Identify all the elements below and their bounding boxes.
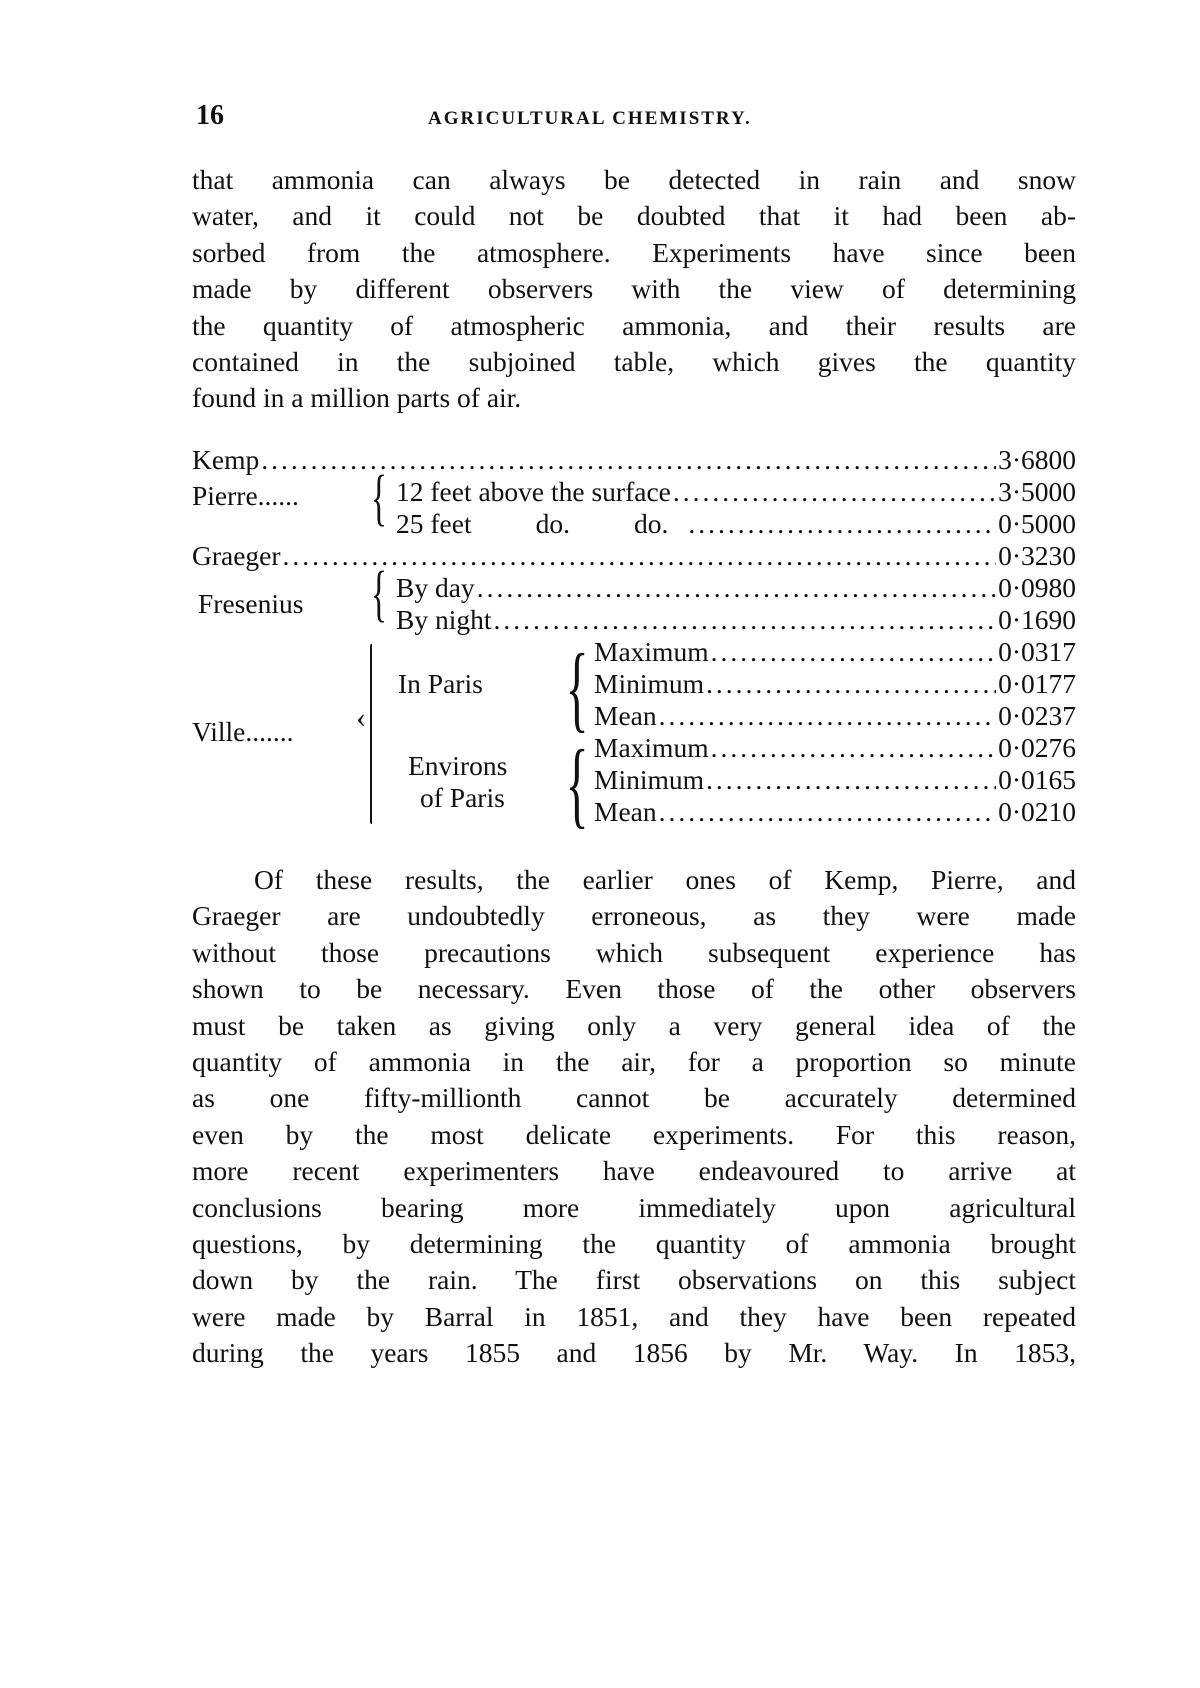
text-line: Graeger are undoubtedly erroneous, as they were made [192, 900, 1076, 932]
text-line: quantity of ammonia in the air, for a proportion so minute [192, 1045, 1076, 1077]
dot-leader [659, 700, 996, 732]
value: 0·0210 [998, 796, 1076, 827]
dot-leader [477, 572, 996, 604]
ditto: do. [633, 508, 669, 539]
value: 0·0317 [998, 636, 1076, 667]
table-row-fresenius-day [396, 572, 1076, 604]
observer-name: Kemp [192, 444, 260, 475]
table-row-graeger [192, 540, 1076, 572]
dot-leader [673, 476, 996, 508]
value: 0·0237 [998, 700, 1076, 731]
brace-icon: { [370, 464, 388, 532]
dot-leader [711, 636, 996, 668]
table-row-ville-paris-min [594, 668, 1076, 700]
dot-leader [659, 796, 996, 828]
table-row-kemp [192, 444, 1076, 476]
text-line: down by the rain. The first observations on this subject [192, 1264, 1076, 1296]
text-line: without those precautions which subsequent experience has [192, 936, 1076, 968]
value: 3·6800 [998, 444, 1076, 475]
ditto: do. [535, 508, 570, 539]
value: 0·0177 [998, 668, 1076, 699]
brace-point: ‹ [356, 701, 366, 734]
text-line: made by different observers with the view of determining [192, 273, 1076, 305]
table-row-ville-paris-mean [594, 700, 1076, 732]
text-line: Of these results, the earlier ones of Kemp, Pierre, and [254, 864, 1076, 895]
table-row-ville-environs-max [594, 732, 1076, 764]
text-line: must be taken as giving only a very general idea of the [192, 1009, 1076, 1041]
text-line: shown to be necessary. Even those of the other observers [192, 973, 1076, 1005]
paragraph-discussion [192, 862, 1076, 1371]
text-line: that ammonia can always be detected in rain and snow [192, 164, 1076, 195]
text-line: the quantity of atmospheric ammonia, and their results are [192, 309, 1076, 341]
value: 0·0980 [998, 572, 1076, 603]
table-row-ville-environs-min [594, 764, 1076, 796]
condition: By day [396, 572, 475, 603]
page-number: 16 [196, 100, 224, 131]
dot-leader [688, 508, 996, 540]
statistic: Mean [594, 796, 657, 827]
paragraph-intro [192, 162, 1076, 417]
text-line: found in a million parts of air. [192, 382, 522, 414]
value: 0·3230 [998, 540, 1076, 571]
statistic: Minimum [594, 764, 705, 795]
condition: By night [396, 604, 492, 635]
condition: 25 feet [396, 508, 472, 539]
brace-icon: { [370, 560, 388, 628]
dot-leader [283, 540, 997, 572]
table-row-pierre-25ft [396, 508, 1076, 540]
text-line: questions, by determining the quantity of ammonia brought [192, 1227, 1076, 1259]
value: 0·0165 [998, 764, 1076, 795]
dot-leader [711, 732, 996, 764]
statistic: Maximum [594, 636, 709, 667]
observer-name: Ville....... [192, 716, 294, 747]
statistic: Maximum [594, 732, 709, 763]
observer-name: Graeger [192, 540, 281, 571]
value: 0·5000 [998, 508, 1076, 539]
brace-icon: { [565, 730, 589, 837]
location-label: Environs [408, 750, 508, 781]
text-line: even by the most delicate experiments. For this reason, [192, 1118, 1076, 1150]
value: 3·5000 [998, 476, 1076, 507]
text-line: were made by Barral in 1851, and they have been repeated [192, 1300, 1076, 1332]
location-label: of Paris [420, 782, 505, 813]
text-line: sorbed from the atmosphere. Experiments have since been [192, 236, 1076, 268]
text-line: conclusions bearing more immediately upon agricultural [192, 1191, 1076, 1223]
text-line: during the years 1855 and 1856 by Mr. Way. In 1853, [192, 1337, 1076, 1369]
text-line: more recent experimenters have endeavoured to arrive at [192, 1155, 1076, 1187]
table-row-ville-paris-max [594, 636, 1076, 668]
value: 0·1690 [998, 604, 1076, 635]
text-line: water, and it could not be doubted that it had been ab- [192, 200, 1076, 232]
dot-leader [706, 668, 996, 700]
observer-name: Pierre...... [192, 480, 299, 511]
page-header [196, 100, 1076, 136]
location-label: In Paris [398, 668, 483, 699]
table-row-pierre-12ft [396, 476, 1076, 508]
statistic: Minimum [594, 668, 705, 699]
observer-name: Fresenius [198, 588, 304, 619]
statistic: Mean [594, 700, 657, 731]
brace-icon [370, 644, 372, 824]
text-line: contained in the subjoined table, which gives the quantity [192, 345, 1076, 377]
dot-leader [706, 764, 996, 796]
condition: 12 feet above the surface [396, 476, 671, 507]
value: 0·0276 [998, 732, 1076, 763]
dot-leader [494, 604, 997, 636]
table-row-fresenius-night [396, 604, 1076, 636]
table-row-ville-environs-mean [594, 796, 1076, 828]
text-line: as one fifty-millionth cannot be accurately determined [192, 1082, 1076, 1114]
running-title: AGRICULTURAL CHEMISTRY. [428, 108, 752, 129]
brace-icon: { [565, 634, 589, 741]
